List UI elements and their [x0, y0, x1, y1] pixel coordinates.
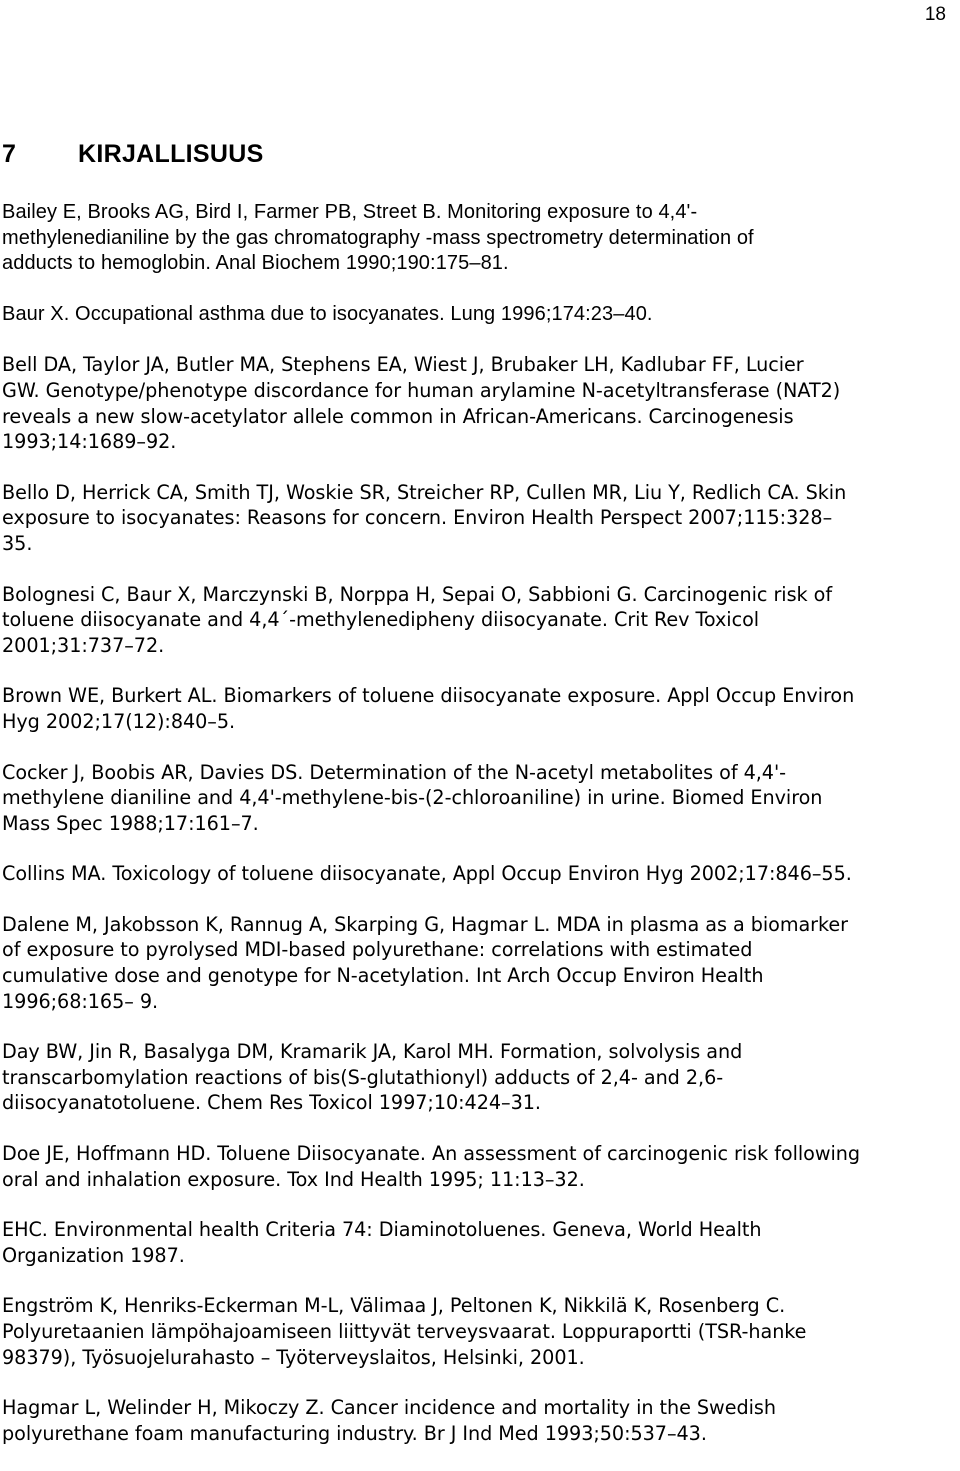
page-number: 18 — [924, 4, 946, 25]
reference-bello: Bello D, Herrick CA, Smith TJ, Woskie SR, Streicher RP, Cullen MR, Liu Y, Redlich CA. Skin exposure to isocyanates: Reasons for concern. Environ Health Perspect 2007;115:328– 35. — [2, 480, 847, 555]
reference-hagmar: Hagmar L, Welinder H, Mikoczy Z. Cancer incidence and mortality in the Swedish polyurethane foam manufacturing industry. Br J Ind Med 1993;50:537–43. — [2, 1396, 776, 1445]
reference-bailey: Bailey E, Brooks AG, Bird I, Farmer PB, Street B. Monitoring exposure to 4,4'- methylenedianiline by the gas chromatography -mass spectrometry determination of adducts to hemoglobin. Anal Biochem 1990;190:175–81. — [2, 201, 754, 275]
reference-ehc: EHC. Environmental health Criteria 74: Diaminotoluenes. Geneva, World Health Organization 1987. — [2, 1218, 762, 1267]
section-number: 7 — [2, 140, 17, 168]
reference-bell: Bell DA, Taylor JA, Butler MA, Stephens EA, Wiest J, Brubaker LH, Kadlubar FF, Lucier GW. Genotype/phenotype discordance for human arylamine N-acetyltransferase (NAT2) reveals a new slow-acetylator allele common in African-Americans. Carcinogenesis 1993;14:1689–92. — [2, 353, 841, 454]
reference-bolognesi: Bolognesi C, Baur X, Marczynski B, Norppa H, Sepai O, Sabbioni G. Carcinogenic risk of toluene diisocyanate and 4,4´-methylenedipheny diisocyanate. Crit Rev Toxicol 2001;31:737–72. — [2, 582, 833, 657]
reference-day: Day BW, Jin R, Basalyga DM, Kramarik JA, Karol MH. Formation, solvolysis and transcarbomylation reactions of bis(S-glutathionyl) adducts of 2,4- and 2,6- diisocyanatotoluene. Chem Res Toxicol 1997;10:424–31. — [2, 1040, 743, 1115]
section-heading — [2, 140, 264, 169]
reference-baur: Baur X. Occupational asthma due to isocyanates. Lung 1996;174:23–40. — [2, 302, 653, 325]
reference-cocker: Cocker J, Boobis AR, Davies DS. Determination of the N-acetyl metabolites of 4,4'- methylene dianiline and 4,4'-methylene-bis-(2-chloroaniline) in urine. Biomed Environ Mass Spec 1988;17:161–7. — [2, 760, 823, 835]
reference-brown: Brown WE, Burkert AL. Biomarkers of toluene diisocyanate exposure. Appl Occup Environ Hyg 2002;17(12):840–5. — [2, 684, 855, 733]
reference-dalene: Dalene M, Jakobsson K, Rannug A, Skarping G, Hagmar L. MDA in plasma as a biomarker of exposure to pyrolysed MDI-based polyurethane: correlations with estimated cumulative dose and genotype for N-acetylation. Int Arch Occup Environ Health 1996;68:165– 9. — [2, 912, 848, 1013]
reference-engstrom: Engström K, Henriks-Eckerman M-L, Välimaa J, Peltonen K, Nikkilä K, Rosenberg C. Polyuretaanien lämpöhajoamiseen liittyvät terveysvaarat. Loppuraportti (TSR-hanke 98379), Työsuojelurahasto – Työterveyslaitos, Helsinki, 2001. — [2, 1294, 807, 1369]
reference-doe: Doe JE, Hoffmann HD. Toluene Diisocyanate. An assessment of carcinogenic risk following oral and inhalation exposure. Tox Ind Health 1995; 11:13–32. — [2, 1142, 861, 1191]
reference-list — [2, 200, 960, 1471]
reference-collins: Collins MA. Toxicology of toluene diisocyanate, Appl Occup Environ Hyg 2002;17:846–55. — [2, 862, 852, 886]
section-title: KIRJALLISUUS — [78, 140, 264, 168]
